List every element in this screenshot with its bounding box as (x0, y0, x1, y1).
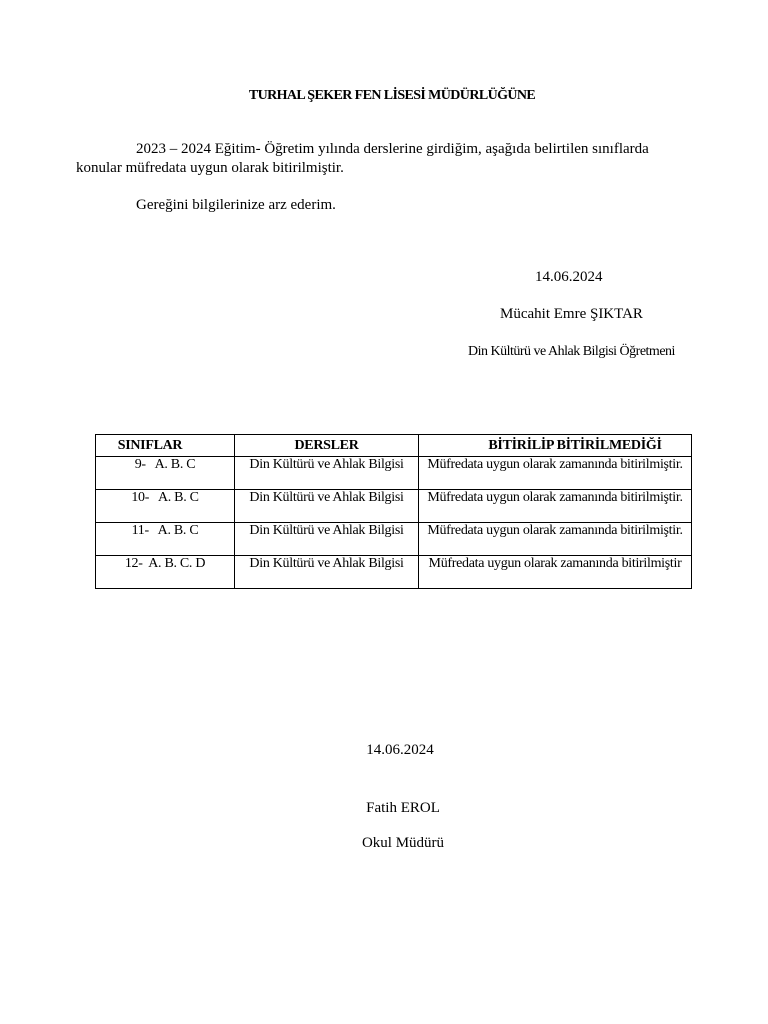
body-paragraph: 2023 – 2024 Eğitim- Öğretim yılında derslerine girdiğim, aşağıda belirtilen sınıflarda konular müfredata uygun olarak bitirilmiştir. (76, 141, 649, 176)
row-subject: Din Kültürü ve Ahlak Bilgisi (235, 457, 419, 490)
row-status: Müfredata uygun olarak zamanında bitirilmiştir. (419, 523, 692, 556)
table-header-row (96, 435, 692, 457)
row-classes: 11- A. B. C (96, 523, 235, 556)
table-row (96, 523, 692, 556)
teacher-name: Mücahit Emre ŞIKTAR (500, 306, 643, 322)
table-row (96, 457, 692, 490)
row-status: Müfredata uygun olarak zamanında bitirilmiştir. (419, 457, 692, 490)
table-row (96, 556, 692, 589)
header-subjects: DERSLER (235, 435, 419, 457)
classes-table (95, 434, 692, 589)
table-row (96, 490, 692, 523)
row-classes: 9- A. B. C (96, 457, 235, 490)
principal-title: Okul Müdürü (361, 835, 445, 851)
header-status: BİTİRİLİP BİTİRİLMEDİĞİ (419, 435, 692, 457)
row-subject: Din Kültürü ve Ahlak Bilgisi (235, 556, 419, 589)
header-classes: SINIFLAR (96, 435, 235, 457)
principal-name: Fatih EROL (366, 800, 440, 816)
teacher-title: Din Kültürü ve Ahlak Bilgisi Öğretmeni (468, 344, 675, 359)
row-classes: 10- A. B. C (96, 490, 235, 523)
principal-signature-date: 14.06.2024 (366, 742, 434, 758)
teacher-signature-date: 14.06.2024 (535, 269, 603, 285)
row-subject: Din Kültürü ve Ahlak Bilgisi (235, 523, 419, 556)
closing-paragraph: Gereğini bilgilerinize arz ederim. (136, 197, 336, 213)
row-status: Müfredata uygun olarak zamanında bitirilmiştir. (419, 490, 692, 523)
document-title: TURHAL ŞEKER FEN LİSESİ MÜDÜRLÜĞÜNE (248, 88, 536, 103)
row-subject: Din Kültürü ve Ahlak Bilgisi (235, 490, 419, 523)
row-classes: 12- A. B. C. D (96, 556, 235, 589)
row-status: Müfredata uygun olarak zamanında bitirilmiştir (419, 556, 692, 589)
